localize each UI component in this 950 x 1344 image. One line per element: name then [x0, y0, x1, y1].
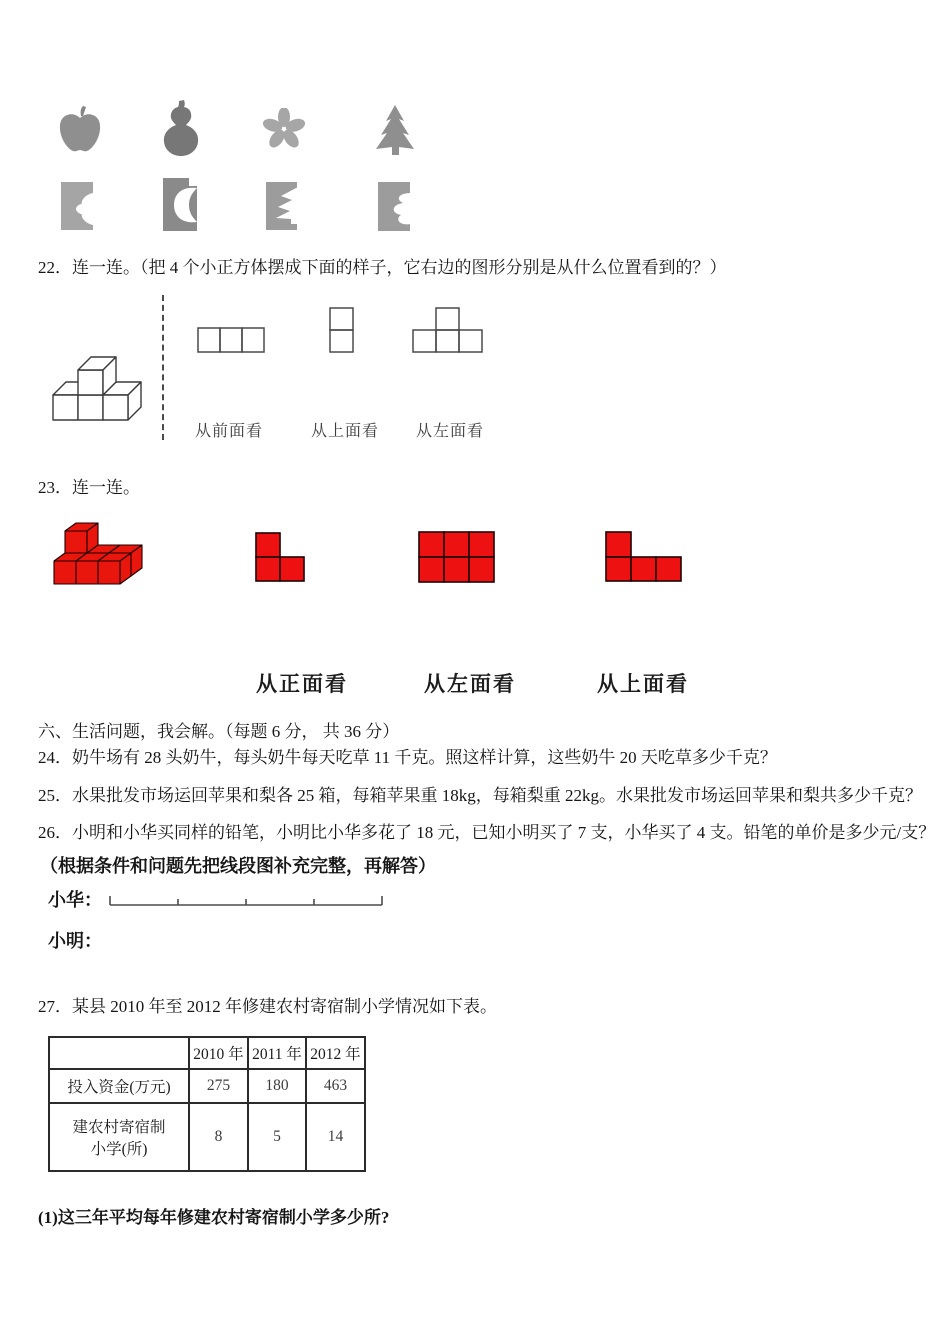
c-cut-stamp-icon [162, 177, 198, 232]
table-header-2012: 2012 年 [306, 1037, 365, 1069]
table-corner-cell [49, 1037, 189, 1069]
schools-2012: 14 [306, 1103, 365, 1171]
flower-stamp-icon [263, 108, 305, 150]
table-row [49, 1103, 365, 1171]
q25-text: 25．水果批发市场运回苹果和梨各 25 箱，每箱苹果重 18kg，每箱梨重 22kg。水果批发市场运回苹果和梨共多少千克？ [38, 786, 922, 805]
q22-cube-figure [50, 350, 150, 428]
q27-table [48, 1036, 366, 1172]
q27-text: 27．某县 2010 年至 2012 年修建农村寄宿制小学情况如下表。 [38, 997, 497, 1016]
q22-label-top-view[interactable]: 从上面看 [311, 423, 380, 440]
apple-stamp-icon [57, 106, 103, 154]
q26-hint: （根据条件和问题先把线段图补充完整，再解答） [40, 856, 436, 876]
funding-2011: 180 [248, 1069, 306, 1103]
row-funding-label: 投入资金(万元) [49, 1069, 189, 1103]
q22-view-row-of-3[interactable] [197, 327, 265, 354]
zigzag-cut-stamp-icon [265, 181, 298, 231]
q22-view-stack-of-2[interactable] [329, 307, 355, 353]
q23-view-l-small[interactable] [255, 532, 305, 583]
table-header-2011: 2011 年 [248, 1037, 306, 1069]
row-schools-label-line1: 建农村寄宿制 [72, 1119, 166, 1136]
q26-text: 26．小明和小华买同样的铅笔，小明比小华多花了 18 元，已知小明买了 7 支，小华买了 4 支。铅笔的单价是多少元/支？ [38, 823, 936, 842]
table-header-row [49, 1037, 365, 1069]
q23-label-top-view[interactable]: 从上面看 [597, 672, 689, 696]
row-schools-label-line2: 小学(所) [90, 1141, 148, 1158]
q22-label-front-view[interactable]: 从前面看 [195, 423, 264, 440]
q26-xiaoming-label: 小明： [48, 931, 102, 951]
q23-label-front-view[interactable]: 从正面看 [256, 672, 348, 696]
row-schools-label [49, 1103, 189, 1171]
q26-xiaohua-label: 小华： [48, 890, 102, 910]
table-row [49, 1069, 365, 1103]
schools-2011: 5 [248, 1103, 306, 1171]
q23-label-left-view[interactable]: 从左面看 [424, 672, 516, 696]
schools-2010: 8 [189, 1103, 248, 1171]
q22-text: 22．连一连。（把 4 个小正方体摆成下面的样子，它右边的图形分别是从什么位置看到的？） [38, 258, 727, 277]
q23-red-cube-figure[interactable] [52, 515, 150, 591]
q23-text: 23．连一连。 [38, 478, 140, 497]
funding-2010: 275 [189, 1069, 248, 1103]
q27-sub-question-1: (1)这三年平均每年修建农村寄宿制小学多少所? [38, 1208, 390, 1227]
q26-xiaohua-segment-line[interactable] [108, 893, 384, 909]
section6-heading: 六、生活问题，我会解。（每题 6 分， 共 36 分） [38, 722, 400, 741]
q23-view-l-large[interactable] [605, 531, 682, 582]
q23-view-grid-3x2[interactable] [418, 531, 495, 583]
funding-2012: 463 [306, 1069, 365, 1103]
q22-view-t-shape[interactable] [412, 307, 484, 353]
pine-tree-stamp-icon [373, 104, 417, 156]
gourd-stamp-icon [161, 100, 201, 156]
q22-label-left-view[interactable]: 从左面看 [416, 423, 485, 440]
q24-text: 24．奶牛场有 28 头奶牛，每头奶牛每天吃草 11 千克。照这样计算，这些奶牛 20 天吃草多少千克？ [38, 748, 777, 767]
q22-divider-dashed-line [162, 295, 164, 440]
table-header-2010: 2010 年 [189, 1037, 248, 1069]
wave-cut-stamp-icon [377, 181, 411, 232]
epsilon-cut-stamp-icon [60, 181, 94, 231]
